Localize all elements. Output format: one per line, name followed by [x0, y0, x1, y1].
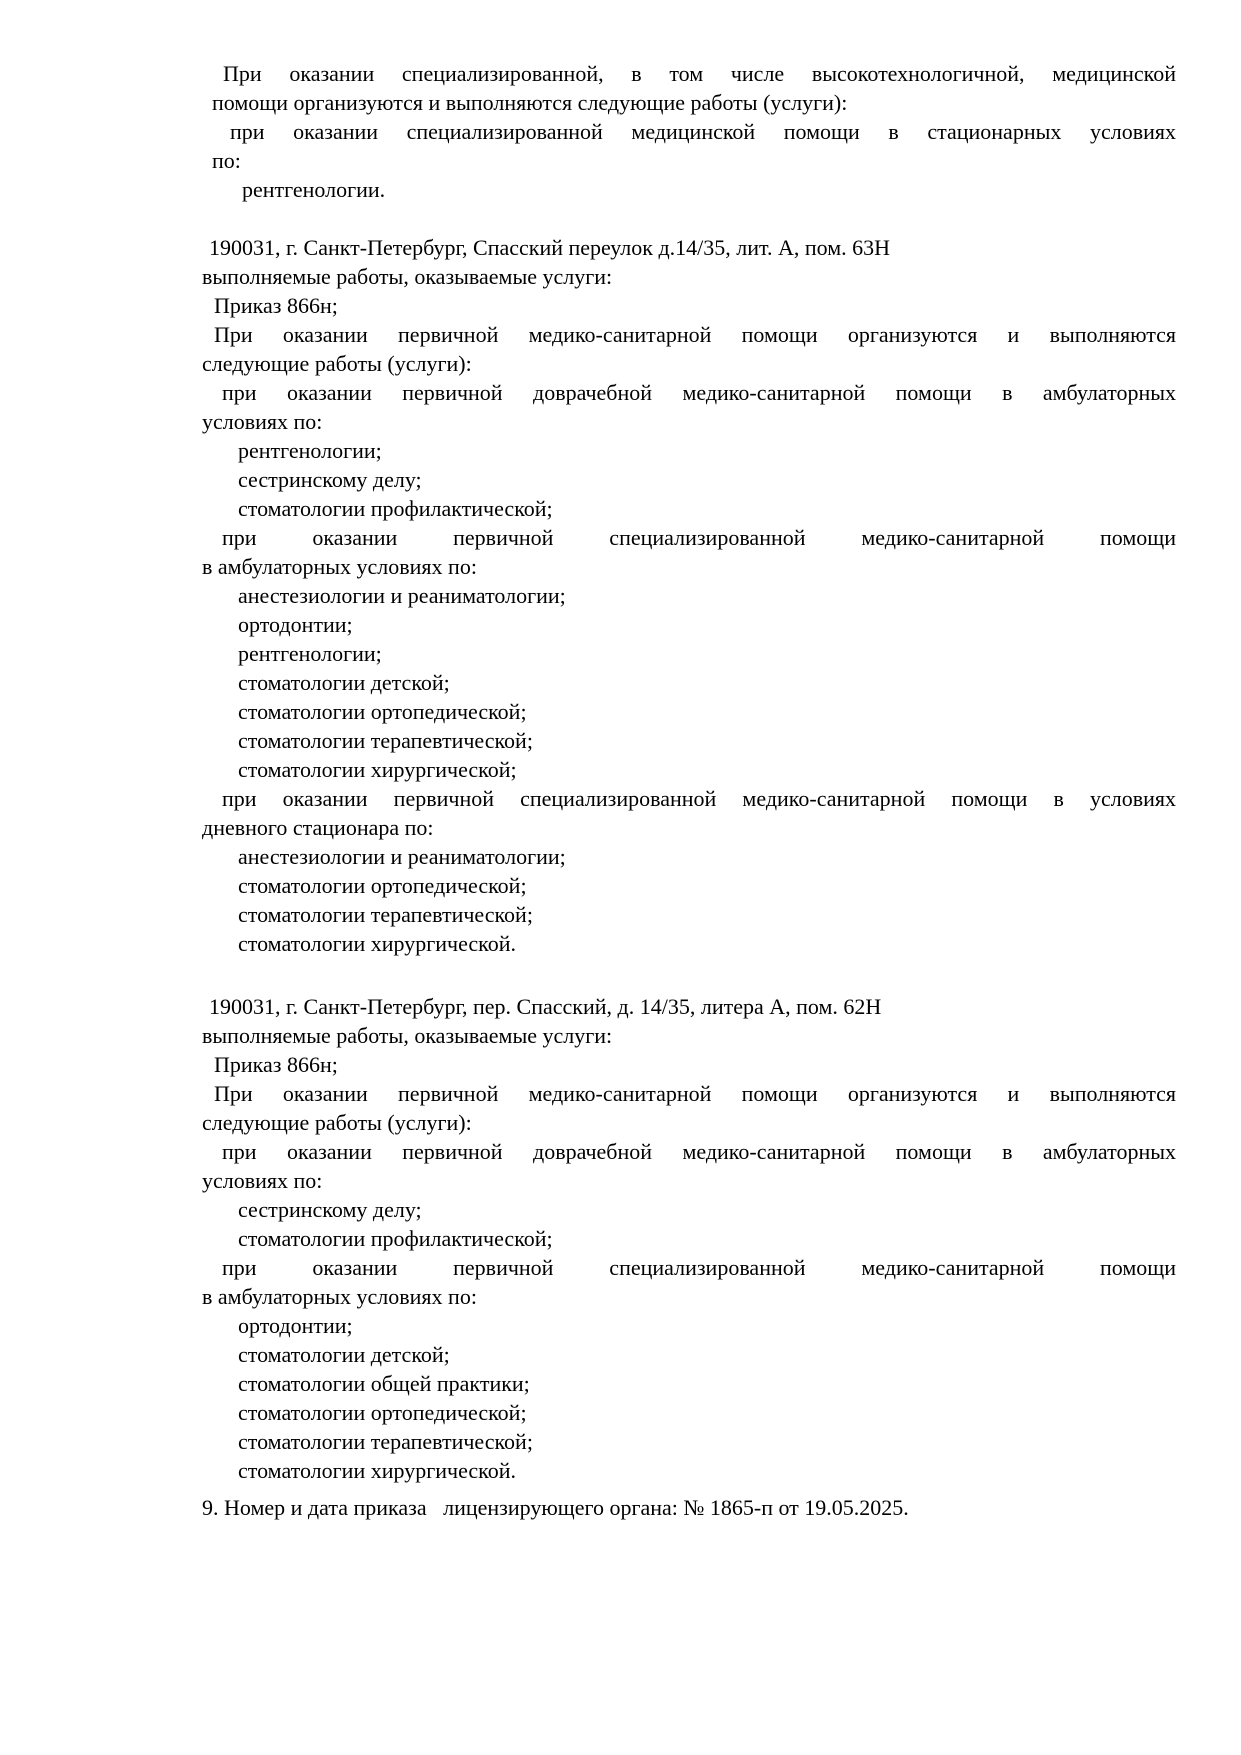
- service-item: стоматологии профилактической;: [238, 1226, 553, 1251]
- care-condition-text: дневного стационара по:: [202, 815, 434, 840]
- work-type-heading: При оказании первичной медико-санитарной помощи организуются и выполняются: [214, 1081, 1176, 1106]
- service-item: стоматологии хирургической.: [238, 1458, 516, 1483]
- service-item: стоматологии ортопедической;: [238, 1400, 527, 1425]
- care-condition-text: в амбулаторных условиях по:: [202, 1284, 477, 1309]
- work-type-heading: При оказании специализированной, в том числе высокотехнологичной, медицинской: [223, 61, 1176, 86]
- service-item: сестринскому делу;: [238, 467, 422, 492]
- service-item: стоматологии детской;: [238, 670, 450, 695]
- service-item: стоматологии общей практики;: [238, 1371, 530, 1396]
- service-item: стоматологии профилактической;: [238, 496, 553, 521]
- care-condition-text: при оказании первичной специализированной медико-санитарной помощи в условиях: [222, 786, 1176, 811]
- service-item: стоматологии хирургической.: [238, 931, 516, 956]
- service-item: стоматологии терапевтической;: [238, 902, 533, 927]
- service-item: сестринскому делу;: [238, 1197, 422, 1222]
- license-address: 190031, г. Санкт-Петербург, пер. Спасский, д. 14/35, литера А, пом. 62Н: [209, 994, 882, 1019]
- work-type-heading: следующие работы (услуги):: [202, 1110, 472, 1135]
- work-type-heading: помощи организуются и выполняются следующие работы (услуги):: [212, 90, 848, 115]
- service-item: стоматологии терапевтической;: [238, 728, 533, 753]
- care-condition-text: по:: [212, 148, 241, 173]
- service-item: рентгенологии.: [242, 177, 386, 202]
- service-item: стоматологии терапевтической;: [238, 1429, 533, 1454]
- care-condition-text: при оказании первичной специализированной медико-санитарной помощи: [222, 1255, 1176, 1280]
- licensing-authority-order: 9. Номер и дата приказа лицензирующего органа: № 1865-п от 19.05.2025.: [202, 1495, 909, 1520]
- care-condition-text: при оказании первичной специализированной медико-санитарной помощи: [222, 525, 1176, 550]
- service-item: стоматологии ортопедической;: [238, 873, 527, 898]
- order-reference: Приказ 866н;: [214, 1052, 338, 1077]
- service-item: рентгенологии;: [238, 438, 382, 463]
- service-item: анестезиологии и реаниматологии;: [238, 844, 566, 869]
- service-item: рентгенологии;: [238, 641, 382, 666]
- service-item: анестезиологии и реаниматологии;: [238, 583, 566, 608]
- license-address: 190031, г. Санкт-Петербург, Спасский переулок д.14/35, лит. А, пом. 63Н: [209, 235, 891, 260]
- service-item: стоматологии ортопедической;: [238, 699, 527, 724]
- care-condition-text: при оказании первичной доврачебной медико-санитарной помощи в амбулаторных: [222, 380, 1176, 405]
- document-text: [202, 59, 1176, 1522]
- care-condition-text: в амбулаторных условиях по:: [202, 554, 477, 579]
- service-item: стоматологии хирургической;: [238, 757, 517, 782]
- work-type-heading: следующие работы (услуги):: [202, 351, 472, 376]
- service-item: ортодонтии;: [238, 612, 353, 637]
- care-condition-text: условиях по:: [202, 409, 323, 434]
- order-reference: Приказ 866н;: [214, 293, 338, 318]
- works-services-label: выполняемые работы, оказываемые услуги:: [202, 1023, 613, 1048]
- care-condition-text: при оказании первичной доврачебной медико-санитарной помощи в амбулаторных: [222, 1139, 1176, 1164]
- works-services-label: выполняемые работы, оказываемые услуги:: [202, 264, 613, 289]
- care-condition-text: условиях по:: [202, 1168, 323, 1193]
- care-condition-text: при оказании специализированной медицинской помощи в стационарных условиях: [230, 119, 1176, 144]
- service-item: ортодонтии;: [238, 1313, 353, 1338]
- work-type-heading: При оказании первичной медико-санитарной помощи организуются и выполняются: [214, 322, 1176, 347]
- service-item: стоматологии детской;: [238, 1342, 450, 1367]
